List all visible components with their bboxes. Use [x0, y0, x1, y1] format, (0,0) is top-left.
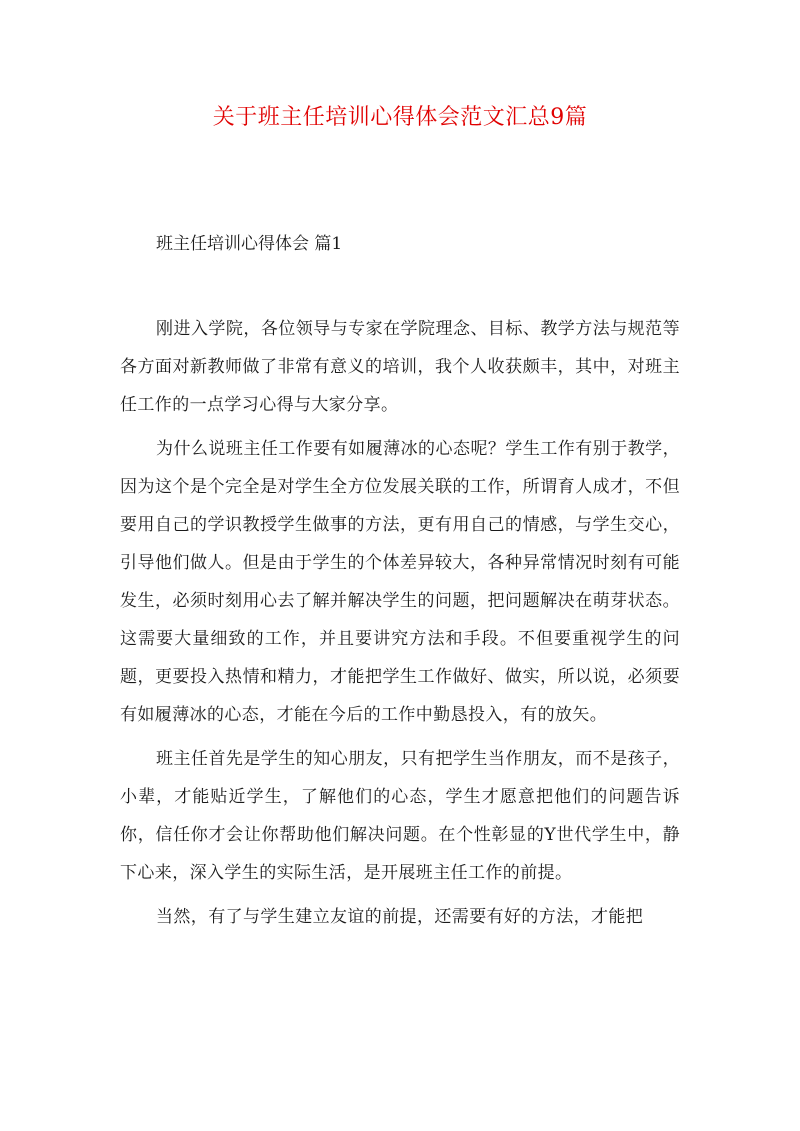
document-body	[120, 310, 680, 942]
paragraph-1: 刚进入学院，各位领导与专家在学院理念、目标、教学方法与规范等各方面对新教师做了非常有意义的培训，我个人收获颇丰，其中，对班主任工作的一点学习心得与大家分享。	[120, 319, 680, 415]
section-heading: 班主任培训心得体会 篇1	[156, 234, 343, 254]
paragraph-3: 班主任首先是学生的知心朋友，只有把学生当作朋友，而不是孩子，小辈，才能贴近学生，了解他们的心态，学生才愿意把他们的问题告诉你，信任你才会让你帮助他们解决问题。在个性彰显的Y世代学生中，静下心来，深入学生的实际生活，是开展班主任工作的前提。	[120, 749, 680, 883]
paragraph-4: 当然，有了与学生建立友谊的前提，还需要有好的方法，才能把	[156, 907, 644, 927]
paragraph-2: 为什么说班主任工作要有如履薄冰的心态呢？学生工作有别于教学，因为这个是个完全是对学生全方位发展关联的工作，所谓育人成才，不但要用自己的学识教授学生做事的方法，更有用自己的情感，与学生交心，引导他们做人。但是由于学生的个体差异较大，各种异常情况时刻有可能发生，必须时刻用心去了解并解决学生的问题，把问题解决在萌芽状态。这需要大量细致的工作，并且要讲究方法和手段。不但要重视学生的问题，更要投入热情和精力，才能把学生工作做好、做实，所以说，必须要有如履薄冰的心态，才能在今后的工作中勤恳投入，有的放矢。	[120, 439, 680, 725]
document-title: 关于班主任培训心得体会范文汇总9篇	[212, 105, 588, 130]
